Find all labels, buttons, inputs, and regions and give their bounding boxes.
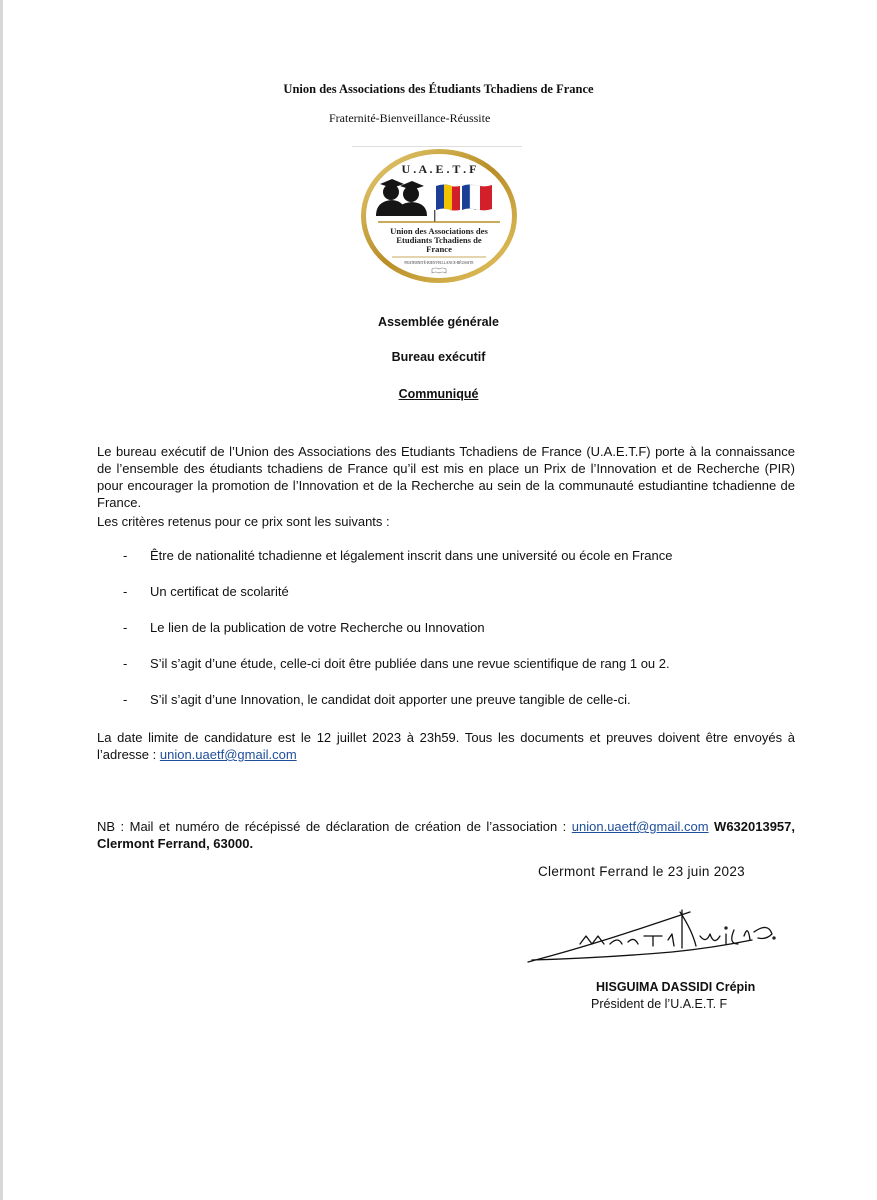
heading-assembly: Assemblée générale [378,315,499,329]
criteria-item-text: Le lien de la publication de votre Recherche ou Innovation [150,620,485,635]
criteria-intro: Les critères retenus pour ce prix sont les suivants : [97,514,390,529]
logo-name-line2: Etudiants Tchadiens de [396,235,482,245]
nb-paragraph [97,818,795,852]
handwritten-signature [522,900,792,970]
signer-role: Président de l’U.A.E.T. F [591,997,728,1011]
criteria-item-text: S’il s’agit d’une Innovation, le candidat doit apporter une preuve tangible de celle-ci. [150,692,631,707]
intro-paragraph: Le bureau exécutif de l’Union des Associations des Etudiants Tchadiens de France (U.A.E.T.F) porte à la connaissance de l’ensemble des étudiants tchadiens de France qu’il est mis en place un Prix de l’Innovation et de Recherche (PIR) pour encourager la promotion de l’Innovation et de la Recherche au sein de la communauté estudiantine tchadienne de France. [97,444,795,510]
bullet-marker: - [123,620,128,635]
bullet-marker: - [123,656,128,671]
france-flag-icon [462,185,492,211]
bullet-marker: - [123,692,128,707]
organization-motto: Fraternité-Bienveillance-Réussite [329,111,491,125]
bullet-marker: - [123,548,128,563]
criteria-item-text: S’il s’agit d’une étude, celle-ci doit être publiée dans une revue scientifique de rang 1 ou 2. [150,656,670,671]
place-date: Clermont Ferrand le 23 juin 2023 [538,864,745,879]
nb-registration: W632013957, Clermont Ferrand, 63000. [97,819,795,851]
organization-title: Union des Associations des Étudiants Tchadiens de France [283,82,594,96]
logo-motto: FRATERNITÉ-BIENVEILLANCE-RÉUSSITE [404,261,474,265]
bullet-marker: - [123,584,128,599]
heading-communique: Communiqué [398,387,479,401]
uaetf-logo [356,146,522,286]
criteria-item-text: Un certificat de scolarité [150,584,289,599]
logo-acronym: U . A . E . T . F [401,162,477,176]
deadline-paragraph [97,729,795,763]
criteria-item-text: Être de nationalité tchadienne et légalement inscrit dans une université ou école en France [150,548,673,563]
chad-flag-icon [436,185,460,211]
logo-name-line3: France [426,244,452,254]
signer-name: HISGUIMA DASSIDI Crépin [596,980,756,994]
heading-bureau: Bureau exécutif [391,350,486,364]
logo-name-line1: Union des Associations des [390,226,488,236]
page-edge-shadow [0,0,3,1200]
nb-text: NB : Mail et numéro de récépissé de déclaration de création de l’association : [97,819,567,834]
nb-email-link[interactable]: union.uaetf@gmail.com [571,819,709,834]
deadline-email-link[interactable]: union.uaetf@gmail.com [159,747,297,762]
deadline-text: La date limite de candidature est le 12 juillet 2023 à 23h59. Tous les documents et preuves doivent être envoyés à l’adresse : [97,730,795,762]
